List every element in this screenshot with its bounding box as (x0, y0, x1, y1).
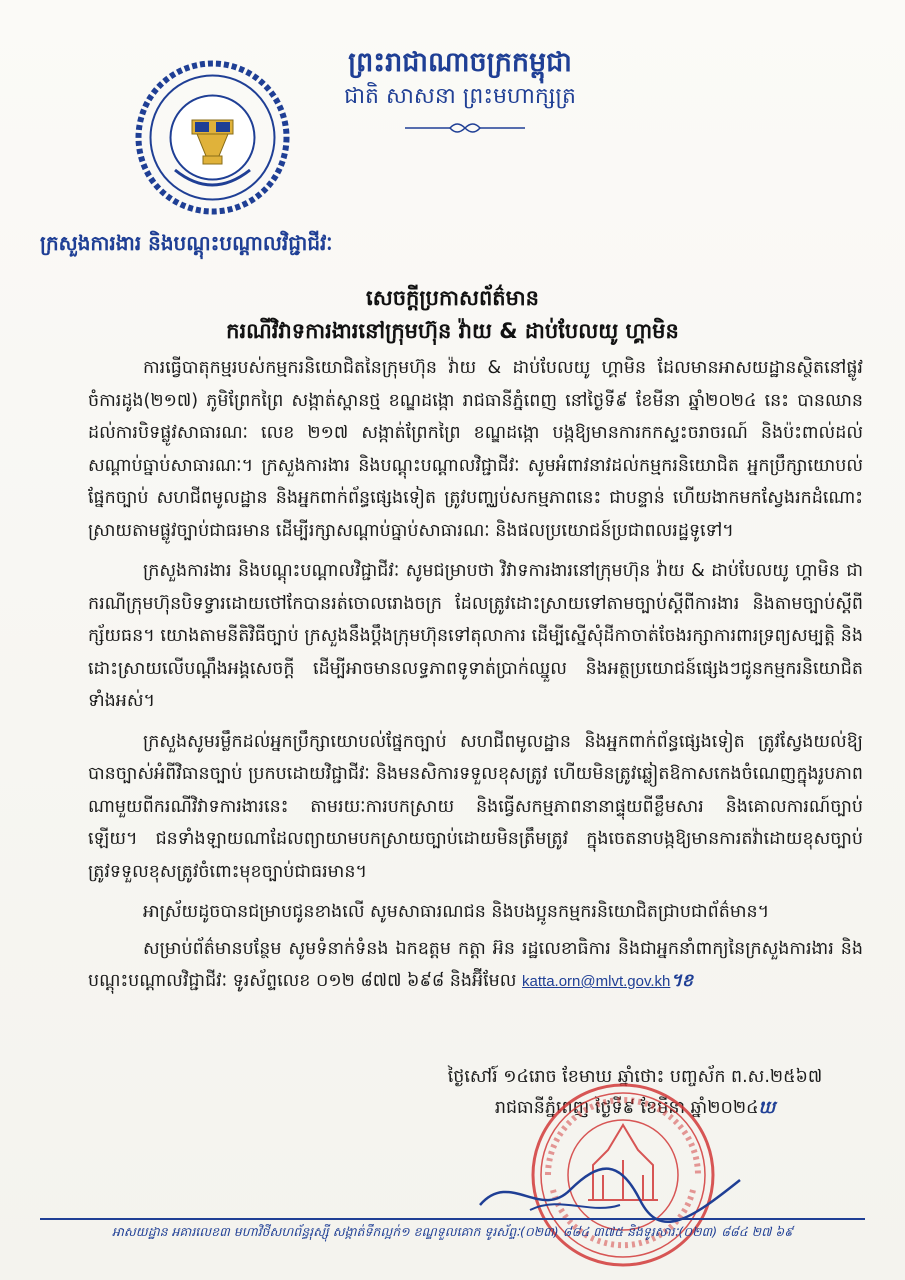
paragraph-4: អាស្រ័យដូចបានជម្រាបជូនខាងលើ សូមសាធារណជន និងបងប្អូនកម្មករនិយោជិតជ្រាបជាព័ត៌មាន។ (143, 902, 770, 922)
doc-subtitle: ករណីវិវាទការងារនៅក្រុមហ៊ុន វ៉ាយ & ដាប់បែលយូ ហ្គាមិន (226, 319, 679, 343)
contact-initial: ។ខ (670, 971, 694, 991)
paragraph-1: ការធ្វើបាតុកម្មរបស់កម្មករនិយោជិតនៃក្រុមហ៊ុន វ៉ាយ & ដាប់បែលយូ ហ្គាមិន ដែលមានអាសយដ្ឋានស្ថិតនៅផ្លូវចំការដូង(២១៧) ភូមិព្រែកព្រៃ សង្កាត់ស្ពានថ្ម ខណ្ឌដង្កោ រាជធានីភ្នំពេញ នៅថ្ងៃទី៩ ខែមីនា ឆ្នាំ២០២៤ នេះ បានឈានដល់ការបិទផ្លូវសាធារណៈ លេខ ២១៧ សង្កាត់ព្រែកព្រៃ ខណ្ឌដង្កោ បង្កឱ្យមានការកកស្ទះចរាចរណ៍ និងប៉ះពាល់ដល់សណ្តាប់ធ្នាប់សាធារណៈ។ ក្រសួងការងារ និងបណ្តុះបណ្តាលវិជ្ជាជីវៈ សូមអំពាវនាវដល់កម្មករនិយោជិត អ្នកប្រឹក្សាយោបល់ផ្នែកច្បាប់ សហជីពមូលដ្ឋាន និងអ្នកពាក់ព័ន្ធផ្សេងទៀត ត្រូវបញ្ឈប់សកម្មភាពនេះ ជាបន្ទាន់ ហើយងាកមកស្វែងរកដំណោះស្រាយតាមផ្លូវច្បាប់ជាធរមាន ដើម្បីរក្សាសណ្តាប់ធ្នាប់សាធារណៈ និងផលប្រយោជន៍ប្រជាពលរដ្ឋទូទៅ។ (88, 358, 863, 541)
paragraph-3: ក្រសួងសូមរម្លឹកដល់អ្នកប្រឹក្សាយោបល់ផ្នែកច្បាប់ សហជីពមូលដ្ឋាន និងអ្នកពាក់ព័ន្ធផ្សេងទៀត ត្រូវស្វែងយល់ឱ្យបានច្បាស់អំពីវិធានច្បាប់ ប្រកបដោយវិជ្ជាជីវៈ និងមនសិការទទួលខុសត្រូវ ហើយមិនត្រូវឆ្លៀតឱកាសកេងចំណេញក្នុងរូបភាពណាមួយពីករណីវិវាទការងារនេះ តាមរយៈការបកស្រាយ និងធ្វើសកម្មភាពនានាផ្ទុយពីខ្លឹមសារ និងគោលការណ៍ច្បាប់ឡើយ។ ជនទាំងឡាយណាដែលព្យាយាមបកស្រាយច្បាប់ដោយមិនត្រឹមត្រូវ ក្នុងចេតនាបង្កឱ្យមានការតវ៉ាដោយខុសច្បាប់ ត្រូវទទួលខុសត្រូវចំពោះមុខច្បាប់ជាធរមាន។ (88, 731, 863, 882)
footer-address: អាសយដ្ឋាន អគារលេខ៣ មហាវិថីសហព័ន្ធរុស្ស៊ី សង្កាត់ទឹកល្អក់១ ខណ្ឌទួលគោក ទូរស័ព្ទៈ(០២៣) ៨៨៤ ៣៧៥ និងទូរសារៈ(០២៣) ៨៨៤ ២៧ ៦៩ (111, 1224, 793, 1239)
doc-title: សេចក្តីប្រកាសព័ត៌មាន (366, 286, 539, 310)
footer-divider (40, 1218, 865, 1220)
ministry-name: ក្រសួងការងារ និងបណ្តុះបណ្តាលវិជ្ជាជីវៈ (40, 231, 333, 255)
email-link[interactable]: katta.orn@mlvt.gov.kh (522, 973, 671, 990)
lunar-date: ថ្ងៃសៅរ៍ ១៤រោច ខែមាឃ ឆ្នាំថោះ បញ្ចស័ក ព.ស.២៥៦៧ (447, 1067, 823, 1087)
kingdom-name: ព្រះរាជាណាចក្រកម្ពុជា (348, 47, 572, 78)
doc-body (88, 352, 863, 1007)
date-initial: ឃ (758, 1098, 776, 1118)
kingdom-header (330, 45, 590, 113)
contact-text: សម្រាប់ព័ត៌មានបន្ថែម សូមទំនាក់ទំនង ឯកឧត្តម កត្តា អ៊ន រដ្ឋលេខាធិការ និងជាអ្នកនាំពាក្យនៃក្រសួងការងារ និងបណ្តុះបណ្តាលវិជ្ជាជីវៈ ទូរស័ព្ទលេខ ០១២ ៨៧៧ ៦៩៨ និងអ៊ីមែល (88, 938, 863, 991)
national-motto: ជាតិ សាសនា ព្រះមហាក្សត្រ (344, 84, 576, 109)
paragraph-2: ក្រសួងការងារ និងបណ្តុះបណ្តាលវិជ្ជាជីវៈ សូមជម្រាបថា វិវាទការងារនៅក្រុមហ៊ុន វ៉ាយ & ដាប់បែលយូ ហ្គាមិន ជាករណីក្រុមហ៊ុនបិទទ្វារដោយថៅកែបានរត់ចោលរោងចក្រ ដែលត្រូវដោះស្រាយទៅតាមច្បាប់ស្តីពីការងារ និងតាមច្បាប់ស្តីពីក្ស័យធន។ យោងតាមនីតិវិធីច្បាប់ ក្រសួងនឹងប្តឹងក្រុមហ៊ុនទៅតុលាការ ដើម្បីស្នើសុំដីកាចាត់ចែងរក្សាការពារទ្រព្យសម្បត្តិ និងដោះស្រាយលើបណ្តឹងអង្គសេចក្តី ដើម្បីអាចមានលទ្ធភាពទូទាត់ប្រាក់ឈ្នួល និងអត្ថប្រយោជន៍ផ្សេងៗជូនកម្មករនិយោជិតទាំងអស់។ (88, 561, 863, 711)
contact-paragraph (88, 933, 863, 999)
ministry-logo (135, 60, 290, 215)
solar-date: រាជធានីភ្នំពេញ ថ្ងៃទី៩ ខែមីនា ឆ្នាំ២០២៤ (494, 1098, 759, 1118)
ornament-divider (405, 120, 525, 136)
